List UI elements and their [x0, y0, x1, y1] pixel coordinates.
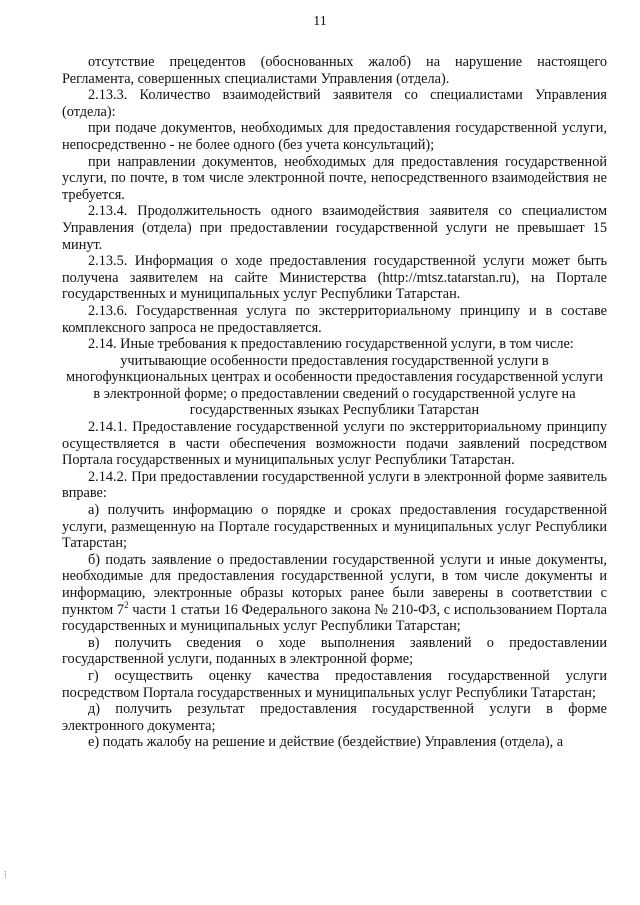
- superscript: 2: [124, 599, 129, 610]
- list-item: д) получить результат предоставления государственной услуги в форме электронного документа;: [62, 701, 607, 734]
- paragraph: 2.13.6. Государственная услуга по экстерриториальному принципу и в составе комплексного запроса не предоставляется.: [62, 302, 607, 336]
- paragraph: при направлении документов, необходимых для предоставления государственной услуги, по почте, в том числе электронной почте, непосредственного взаимодействия не требуется.: [62, 153, 607, 203]
- section-heading: учитывающие особенности предоставления государственной услуги в многофункциональных центрах и особенности предоставления государственной услуги в электронной форме; о предоставлении сведений о государственной услуге на государственных языках Республики Татарстан: [65, 352, 604, 419]
- document-body: [62, 54, 607, 751]
- paragraph: 2.13.3. Количество взаимодействий заявителя со специалистами Управления (отдела):: [62, 87, 607, 120]
- list-item: г) осуществить оценку качества предоставления государственной услуги посредством Портала государственных и муниципальных услуг Республики Татарстан;: [62, 667, 607, 701]
- list-item: в) получить сведения о ходе выполнения заявлений о предоставлении государственной услуги, поданных в электронной форме;: [62, 634, 607, 668]
- page-number: 11: [313, 14, 327, 29]
- list-item: е) подать жалобу на решение и действие (бездействие) Управления (отдела), а: [88, 734, 564, 751]
- paragraph: 2.13.4. Продолжительность одного взаимодействия заявителя со специалистом Управления (отдела) при предоставлении государственной услуги не превышает 15 минут.: [62, 203, 607, 253]
- paragraph: 2.14. Иные требования к предоставлению государственной услуги, в том числе:: [88, 336, 574, 353]
- paragraph: 2.14.1. Предоставление государственной услуги по экстерриториальному принципу осуществляется в части обеспечения возможности подачи заявлений посредством Портала государственных и муниципальных услуг Республики Татарстан.: [62, 419, 607, 469]
- paragraph: 2.14.2. При предоставлении государственной услуги в электронной форме заявитель вправе:: [62, 468, 607, 502]
- list-item-text: б) подать заявление о предоставлении государственной услуги и иные документы, необходимые для предоставления государственной услуги, в том числе документы и информацию, электронные образы которых ранее были заверены в соответствии с пунктом 7: [62, 551, 607, 618]
- list-item: а) получить информацию о порядке и сроках предоставления государственной услуги, размещенную на Портале государственных и муниципальных услуг Республики Татарстан;: [62, 502, 607, 552]
- list-item-text: части 1 статьи 16 Федерального закона № 210-ФЗ, с использованием Портала государственных и муниципальных услуг Республики Татарстан;: [62, 601, 607, 635]
- list-item: [62, 552, 607, 635]
- scan-margin-mark: ⁞: [4, 870, 7, 881]
- paragraph: 2.13.5. Информация о ходе предоставления государственной услуги может быть получена заявителем на сайте Министерства (http://mtsz.tatarstan.ru), на Портале государственных и муниципальных услуг Республики Татарстан.: [62, 253, 607, 303]
- paragraph: отсутствие прецедентов (обоснованных жалоб) на нарушение настоящего Регламента, совершенных специалистами Управления (отдела).: [62, 54, 607, 87]
- paragraph: при подаче документов, необходимых для предоставления государственной услуги, непосредственно - не более одного (без учета консультаций);: [62, 120, 607, 153]
